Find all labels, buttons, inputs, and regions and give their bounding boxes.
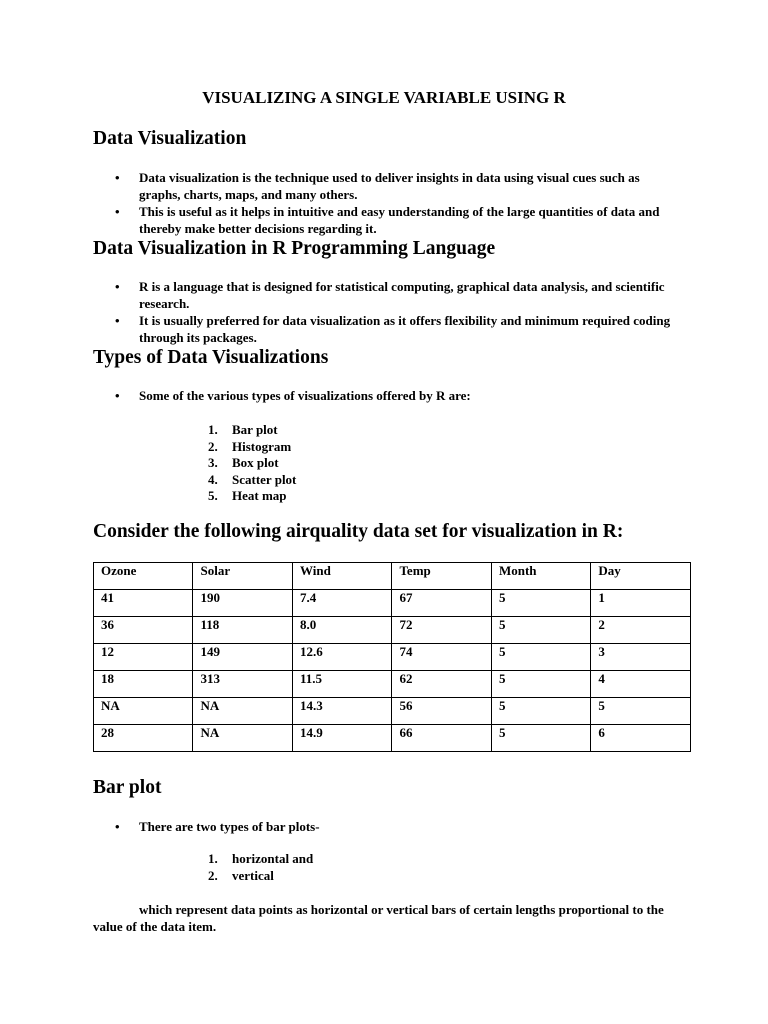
table-cell: 7.4 (292, 590, 391, 617)
list-item: 2. vertical (208, 867, 274, 883)
table-cell: 8.0 (292, 617, 391, 644)
table-cell: 12 (94, 644, 193, 671)
table-cell: 14.9 (292, 725, 391, 752)
bullet-icon: • (115, 279, 120, 294)
table-row (94, 617, 691, 644)
table-cell: 2 (591, 617, 691, 644)
heading-data-visualization-in-r: Data Visualization in R Programming Language (93, 238, 496, 259)
bullet-list-in-r (93, 279, 683, 347)
table-cell: 18 (94, 671, 193, 698)
table-cell: 67 (392, 590, 491, 617)
list-item: • Some of the various types of visualizations offered by R are: (115, 388, 471, 403)
bullet-icon: • (115, 388, 120, 403)
table-cell: 149 (193, 644, 292, 671)
heading-airquality-dataset: Consider the following airquality data set for visualization in R: (93, 521, 624, 542)
heading-types-of-visualizations: Types of Data Visualizations (93, 347, 329, 368)
heading-data-visualization: Data Visualization (93, 128, 247, 149)
table-cell: 3 (591, 644, 691, 671)
list-item: • There are two types of bar plots- (115, 819, 320, 834)
document-title: VISUALIZING A SINGLE VARIABLE USING R (202, 88, 566, 107)
table-cell: 1 (591, 590, 691, 617)
bullet-list-data-visualization (93, 170, 683, 238)
column-header-wind: Wind (292, 563, 391, 590)
table-row (94, 590, 691, 617)
table-row (94, 644, 691, 671)
table-cell: 36 (94, 617, 193, 644)
table-cell: 313 (193, 671, 292, 698)
list-item: 4. Scatter plot (208, 471, 297, 487)
table-cell: 11.5 (292, 671, 391, 698)
table-cell: 12.6 (292, 644, 391, 671)
table-cell: 5 (491, 698, 590, 725)
column-header-ozone: Ozone (94, 563, 193, 590)
table-cell: 190 (193, 590, 292, 617)
table-cell: 5 (491, 725, 590, 752)
table-cell: 5 (491, 617, 590, 644)
list-item: • Data visualization is the technique used to deliver insights in data using visual cues such as graphs, charts, maps, and many others. (115, 170, 640, 202)
table-row (94, 671, 691, 698)
table-cell: 74 (392, 644, 491, 671)
table-cell: 5 (491, 644, 590, 671)
table-cell: 62 (392, 671, 491, 698)
table-cell: 41 (94, 590, 193, 617)
list-item: • R is a language that is designed for statistical computing, graphical data analysis, and scientific research. (115, 279, 665, 311)
table-cell: 56 (392, 698, 491, 725)
table-cell: 6 (591, 725, 691, 752)
bullet-icon: • (115, 170, 120, 185)
table-cell: 14.3 (292, 698, 391, 725)
table-row (94, 725, 691, 752)
list-item: • It is usually preferred for data visualization as it offers flexibility and minimum required coding through its packages. (115, 313, 671, 345)
bullet-list-bar-plot (93, 819, 683, 837)
column-header-month: Month (491, 563, 590, 590)
table-header-row (94, 563, 691, 590)
table-cell: 72 (392, 617, 491, 644)
numbered-list-types (208, 422, 296, 505)
bullet-icon: • (115, 313, 120, 328)
list-item: 3. Box plot (208, 455, 279, 470)
list-item: 5. Heat map (208, 488, 287, 503)
column-header-solar: Solar (193, 563, 292, 590)
bullet-list-types (93, 388, 683, 406)
table-cell: 5 (491, 671, 590, 698)
table-row (94, 698, 691, 725)
airquality-table (93, 562, 691, 752)
list-item: 1. horizontal and (208, 851, 314, 866)
table-cell: 5 (591, 698, 691, 725)
table-cell: 28 (94, 725, 193, 752)
bullet-icon: • (115, 819, 120, 834)
bullet-icon: • (115, 204, 120, 219)
numbered-list-bar-plot (208, 851, 313, 884)
table-cell: 118 (193, 617, 292, 644)
column-header-day: Day (591, 563, 691, 590)
table-cell: 5 (491, 590, 590, 617)
column-header-temp: Temp (392, 563, 491, 590)
list-item: 2. Histogram (208, 438, 292, 454)
list-item: 1. Bar plot (208, 422, 278, 437)
heading-bar-plot: Bar plot (93, 777, 162, 798)
table-cell: NA (193, 725, 292, 752)
table-cell: 4 (591, 671, 691, 698)
table-cell: 66 (392, 725, 491, 752)
table-cell: NA (94, 698, 193, 725)
bar-plot-paragraph: which represent data points as horizontal or vertical bars of certain lengths proportional to the value of the data item. (93, 902, 664, 934)
table-cell: NA (193, 698, 292, 725)
list-item: • This is useful as it helps in intuitive and easy understanding of the large quantities of data and thereby make better decisions regarding it. (115, 204, 660, 236)
